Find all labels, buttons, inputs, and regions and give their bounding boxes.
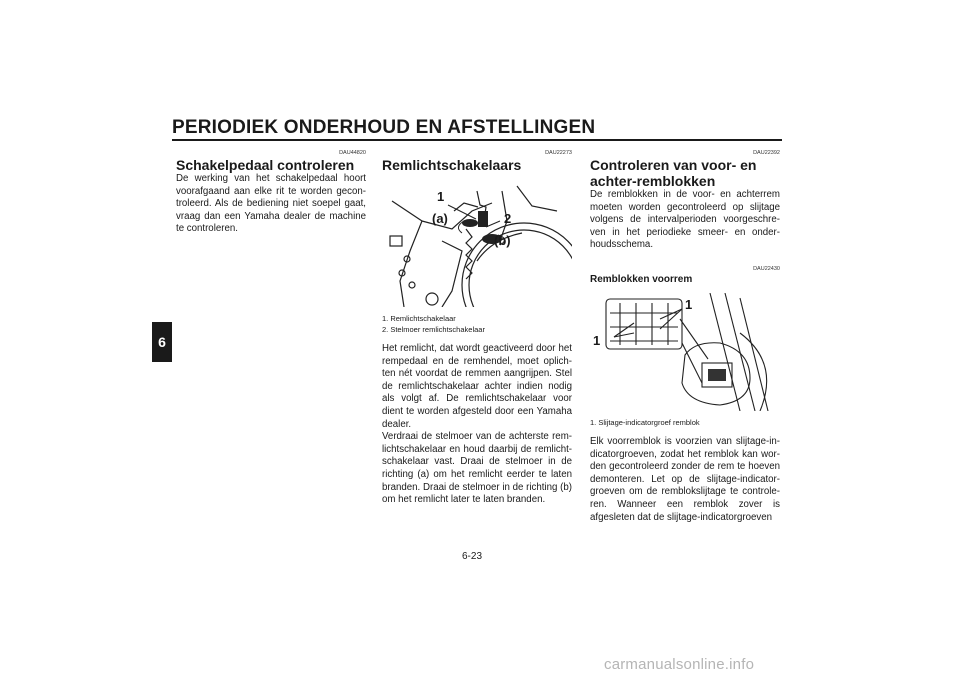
column-brake-light-switches [382,150,572,507]
brake-light-switch-illustration [382,181,572,307]
caption-item: 1. Remlichtschakelaar [382,314,456,323]
figure-caption [382,313,572,335]
page-number: 6-23 [462,551,483,562]
caption-item: 2. Stelmoer remlichtschakelaar [382,325,485,334]
section-heading: Controleren van voor- en achter-remblokken [590,157,757,189]
section-body: Verdraai de stelmoer van de achterste rem-lichtschakelaar en houd daarbij de remlicht-schakelaar vast. Draai de stelmoer in de richting (a) om het remlicht eerder te laten branden. Draai de stelmoer in de richting (b) om het remlicht later te laten branden. [382,431,572,506]
column-brake-pads [590,150,780,524]
brake-pad-illustration [590,293,780,411]
chapter-tab: 6 [152,322,172,362]
figure-callout-1: 1 [593,332,601,348]
figure-callout-1: 1 [437,189,445,204]
section-body: Het remlicht, dat wordt geactiveerd door het rempedaal en de remhendel, moet oplich-ten nét voordat de remmen aangrijpen. Stel de remlichtschakelaar achter indien nodig als volgt af. De remlichtschakelaar voor dient te worden afgesteld door een Yamaha dealer. [382,343,572,430]
figure-caption: 1. Slijtage-indicatorgroef remblok [590,417,700,427]
section-body: De remblokken in de voor- en achterrem moeten worden gecontroleerd op slijtage volgens de intervalperioden voorgeschre-ven in het periodieke smeer- en onder-houdsschema. [590,189,780,251]
section-body: Elk voorremblok is voorzien van slijtage-in-dicatorgroeven, zodat het remblok kan wor-den gecontroleerd zonder de rem te hoeven demonteren. Let op de slijtage-indicator-groeven om de remblokslijtage te controle-ren. Wanneer een remblok zover is afgesleten dat de slijtage-indicatorgroeven [590,435,780,523]
subsection-code: DAU22430 [753,265,780,272]
section-body: De werking van het schakelpedaal hoort voorafgaand aan elke rit te worden gecon-troleerd. Als de bediening niet soepel gaat, vraag dan een Yamaha dealer de machine te controleren. [176,173,366,235]
figure-callout-1: 1 [685,296,693,312]
column-shift-pedal [176,150,366,236]
section-code: DAU22273 [545,150,572,156]
figure-callout-2: 2 [504,211,512,226]
figure-callout-b: (b) [494,233,511,248]
watermark: carmanualsonline.info [604,656,755,673]
header-rule [172,139,782,141]
section-code: DAU44820 [339,150,366,156]
figure-callout-a: (a) [432,211,448,226]
section-heading: Remlichtschakelaars [382,157,522,173]
subsection-heading: Remblokken voorrem [590,273,693,285]
page-title: PERIODIEK ONDERHOUD EN AFSTELLINGEN [172,117,596,138]
section-heading: Schakelpedaal controleren [176,157,355,173]
section-code: DAU22392 [753,150,780,156]
